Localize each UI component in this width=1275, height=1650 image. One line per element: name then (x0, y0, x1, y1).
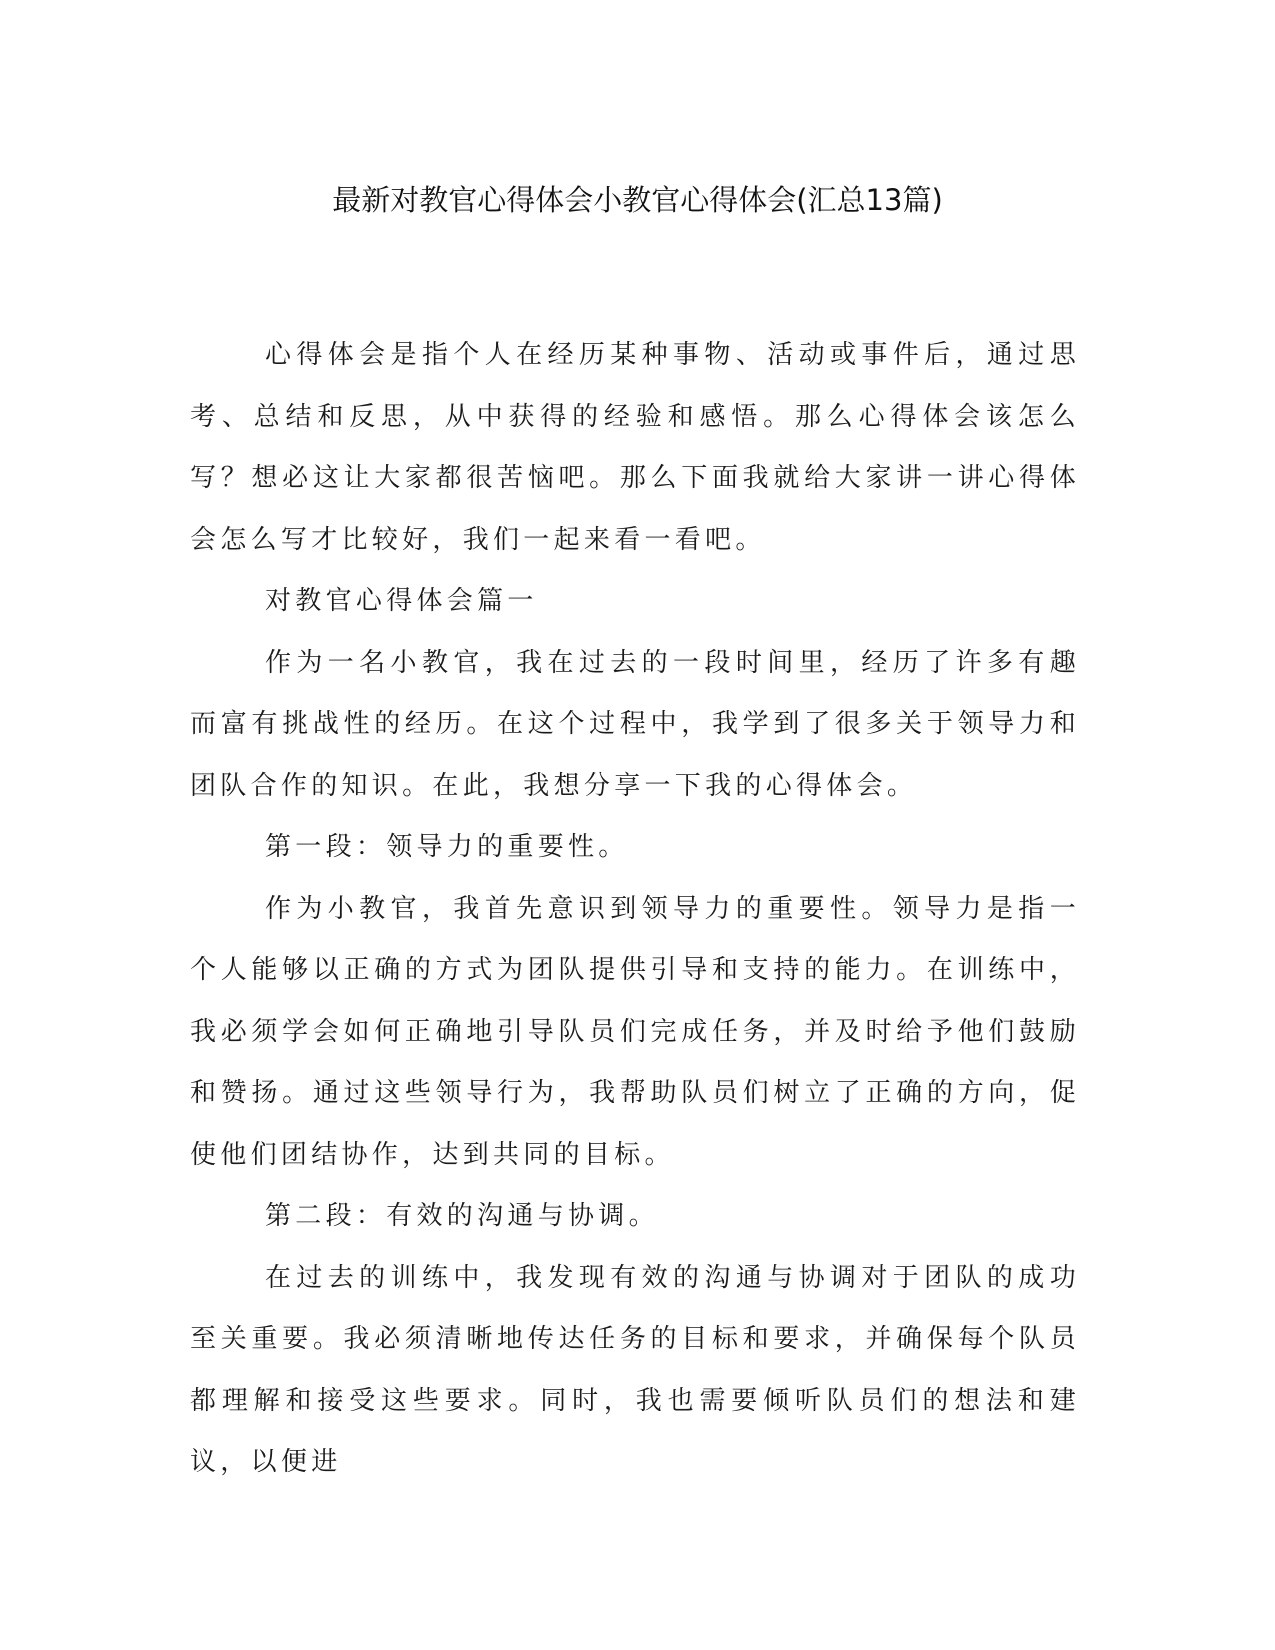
section-heading: 对教官心得体会篇一 (265, 586, 538, 616)
subsection-heading: 第一段：领导力的重要性。 (265, 832, 629, 862)
subsection-heading: 第二段：有效的沟通与协调。 (265, 1201, 659, 1231)
intro-paragraph: 心得体会是指个人在经历某种事物、活动或事件后，通过思考、总结和反思，从中获得的经验和感悟。那么心得体会该怎么写？想必这让大家都很苦恼吧。那么下面我就给大家讲一讲心得体会怎么写才比较好，我们一起来看一看吧。 (190, 340, 1080, 555)
body-paragraph: 在过去的训练中，我发现有效的沟通与协调对于团队的成功至关重要。我必须清晰地传达任务的目标和要求，并确保每个队员都理解和接受这些要求。同时，我也需要倾听队员们的想法和建议，以便进 (190, 1262, 1080, 1477)
body-paragraph: 作为一名小教官，我在过去的一段时间里，经历了许多有趣而富有挑战性的经历。在这个过程中，我学到了很多关于领导力和团队合作的知识。在此，我想分享一下我的心得体会。 (190, 647, 1080, 801)
document-body (190, 325, 1080, 1494)
body-paragraph: 作为小教官，我首先意识到领导力的重要性。领导力是指一个人能够以正确的方式为团队提供引导和支持的能力。在训练中，我必须学会如何正确地引导队员们完成任务，并及时给予他们鼓励和赞扬。通过这些领导行为，我帮助队员们树立了正确的方向，促使他们团结协作，达到共同的目标。 (190, 893, 1080, 1170)
document-title: 最新对教官心得体会小教官心得体会(汇总13篇) (332, 183, 943, 217)
